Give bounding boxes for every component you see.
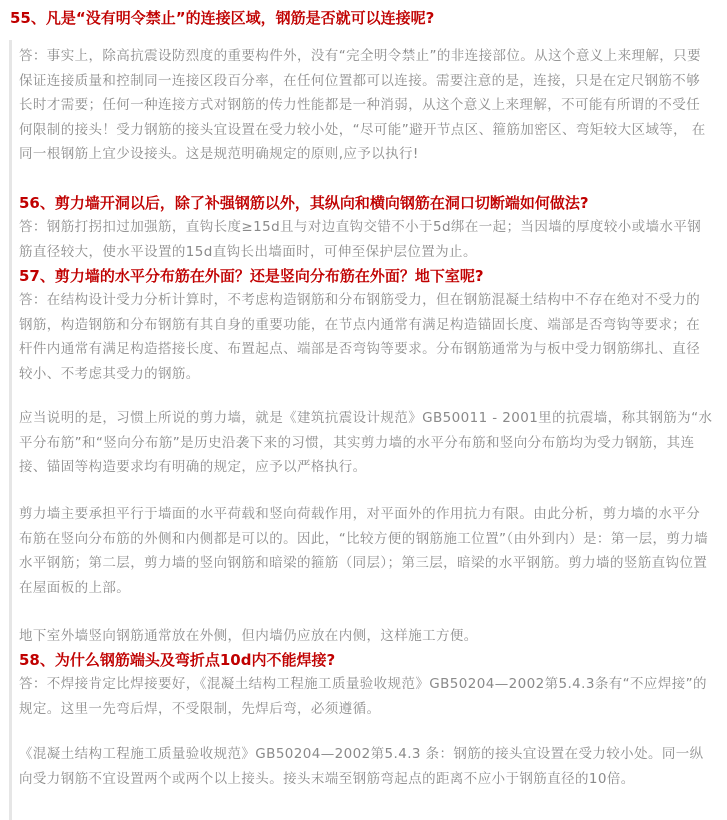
quote-bar [9, 40, 12, 820]
answer-58-paragraph-2: 《混凝土结构工程施工质量验收规范》GB50204—2002第5.4.3 条：钢筋的接头宜设置在受力较小处。同一纵向受力钢筋不宜设置两个或两个以上接头。接头末端至钢筋弯起点的距离不应小于钢筋直径的10倍。 [19, 746, 704, 787]
answer-55: 答：事实上，除高抗震设防烈度的重要构件外，没有“完全明令禁止”的非连接部位。从这个意义上来理解，只要保证连接质量和控制同一连接区段百分率，在任何位置都可以连接。需要注意的是，连接，只是在定尺钢筋不够长时才需要；任何一种连接方式对钢筋的传力性能都是一种消弱，从这个意义上来理解，不可能有所谓的不受任何限制的接头！受力钢筋的接头宜设置在受力较小处，“尽可能”避开节点区、箍筋加密区、弯矩较大区域等， 在同一根钢筋上宜少设接头。这是规范明确规定的原则,应予以执行! [19, 48, 706, 162]
answer-56: 答：钢筋打拐扣过加强筋，直钩长度≥15d且与对边直钩交错不小于5d绑在一起；当因墙的厚度较小或墙水平钢筋直径较大，使水平设置的15d直钩长出墙面时，可伸至保护层位置为止。 [19, 219, 702, 260]
answer-57-paragraph-4: 地下室外墙竖向钢筋通常放在外侧，但内墙仍应放在内侧，这样施工方便。 [19, 628, 478, 644]
answer-57-paragraph-2: 应当说明的是，习惯上所说的剪力墙，就是《建筑抗震设计规范》GB50011 - 2001里的抗震墙，称其钢筋为“水平分布筋”和“竖向分布筋”是历史沿袭下来的习惯，其实剪力墙的水平分布筋和竖向分布筋均为受力钢筋，其连接、锚固等构造要求均有明确的规定，应予以严格执行。 [19, 410, 713, 475]
question-55: 55、凡是“没有明令禁止”的连接区域，钢筋是否就可以连接呢? [10, 9, 435, 27]
question-57: 57、剪力墙的水平分布筋在外面？还是竖向分布筋在外面？地下室呢? [19, 267, 484, 285]
question-56: 56、剪力墙开洞以后，除了补强钢筋以外，其纵向和横向钢筋在洞口切断端如何做法? [19, 194, 589, 212]
answer-58-paragraph-1: 答：不焊接肯定比焊接要好，《混凝土结构工程施工质量验收规范》GB50204—2002第5.4.3条有“不应焊接”的规定。这里一先弯后焊，不受限制，先焊后弯，必须遵循。 [19, 676, 707, 717]
answer-57-paragraph-1: 答：在结构设计受力分析计算时，不考虑构造钢筋和分布钢筋受力，但在钢筋混凝土结构中不存在绝对不受力的钢筋，构造钢筋和分布钢筋有其自身的重要功能，在节点内通常有满足构造锚固长度、端部是否弯钩等要求；在杆件内通常有满足构造搭接长度、布置起点、端部是否弯钩等要求。分布钢筋通常为与板中受力钢筋绑扎、直径较小、不考虑其受力的钢筋。 [19, 292, 701, 382]
answer-57-paragraph-3: 剪力墙主要承担平行于墙面的水平荷载和竖向荷载作用，对平面外的作用抗力有限。由此分析，剪力墙的水平分布筋在竖向分布筋的外侧和内侧都是可以的。因此，“比较方便的钢筋施工位置”（由外到内）是：第一层，剪力墙水平钢筋；第二层，剪力墙的竖向钢筋和暗梁的箍筋（同层）；第三层，暗梁的水平钢筋。剪力墙的竖筋直钩位置在屋面板的上部。 [19, 506, 709, 596]
question-58: 58、为什么钢筋端头及弯折点10d内不能焊接? [19, 651, 336, 669]
